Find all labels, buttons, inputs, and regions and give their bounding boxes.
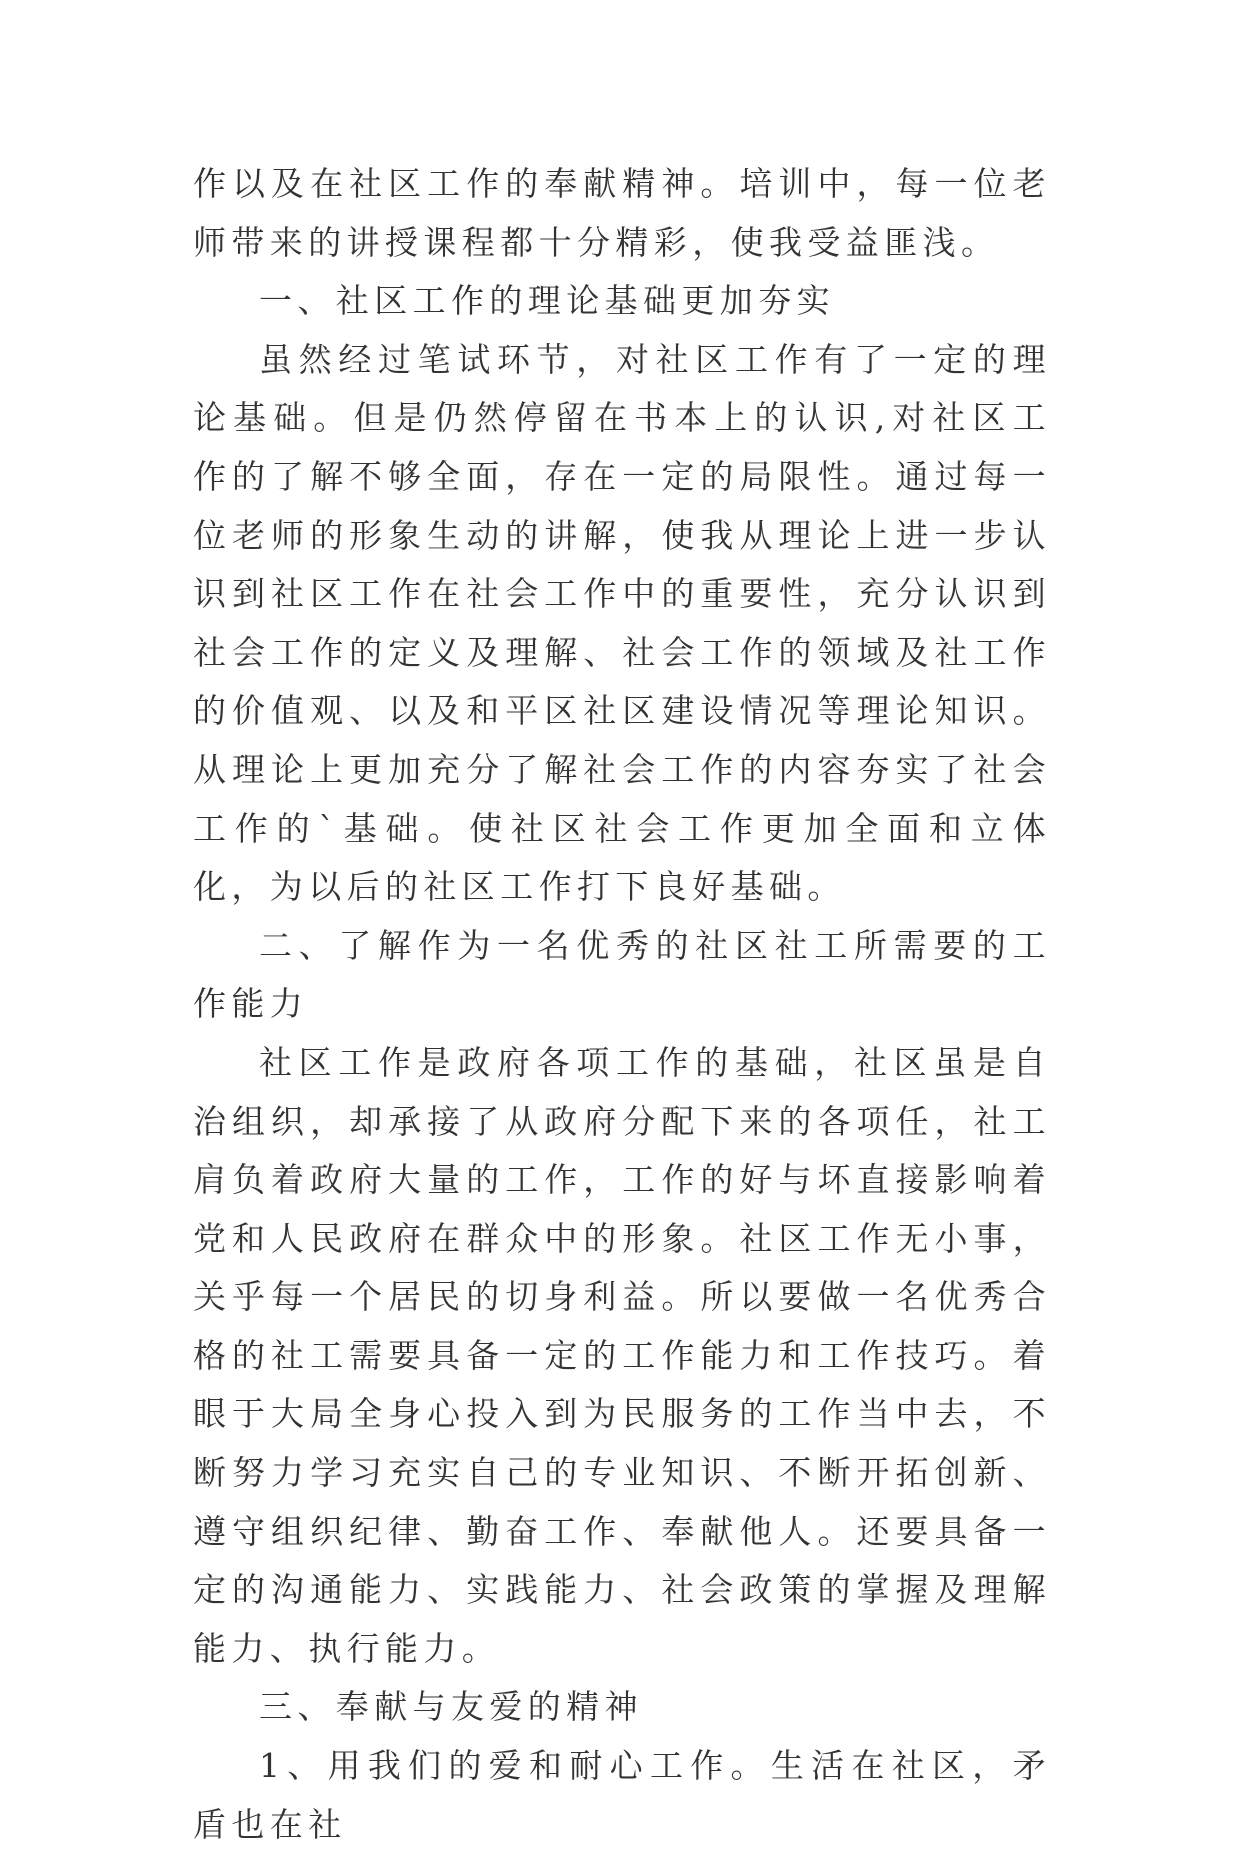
document-body: [193, 155, 1051, 1854]
paragraph-intro-continuation: 作以及在社区工作的奉献精神。培训中，每一位老师带来的讲授课程都十分精彩，使我受益匪浅。: [193, 164, 1051, 262]
section-heading-3: 三、奉献与友爱的精神: [259, 1687, 643, 1727]
paragraph-love-patience: 1、用我们的爱和耐心工作。生活在社区，矛盾也在社: [193, 1746, 1051, 1844]
paragraph-theory: 虽然经过笔试环节，对社区工作有了一定的理论基础。但是仍然停留在书本上的认识,对社区工作的了解不够全面，存在一定的局限性。通过每一位老师的形象生动的讲解，使我从理论上进一步认识到社区工作在社会工作中的重要性，充分认识到社会工作的定义及理解、社会工作的领域及社工作的价值观、以及和平区社区建设情况等理论知识。从理论上更加充分了解社会工作的内容夯实了社会工作的`基础。使社区社会工作更加全面和立体化，为以后的社区工作打下良好基础。: [193, 339, 1051, 907]
section-heading-2: 二、了解作为一名优秀的社区社工所需要的工作能力: [193, 925, 1051, 1024]
section-heading-1: 一、社区工作的理论基础更加夯实: [259, 281, 835, 321]
paragraph-ability: 社区工作是政府各项工作的基础，社区虽是自治组织，却承接了从政府分配下来的各项任，社工肩负着政府大量的工作，工作的好与坏直接影响着党和人民政府在群众中的形象。社区工作无小事，关乎每一个居民的切身利益。所以要做一名优秀合格的社工需要具备一定的工作能力和工作技巧。着眼于大局全身心投入到为民服务的工作当中去，不断努力学习充实自己的专业知识、不断开拓创新、遵守组织纪律、勤奋工作、奉献他人。还要具备一定的沟通能力、实践能力、社会政策的掌握及理解能力、执行能力。: [193, 1042, 1051, 1668]
